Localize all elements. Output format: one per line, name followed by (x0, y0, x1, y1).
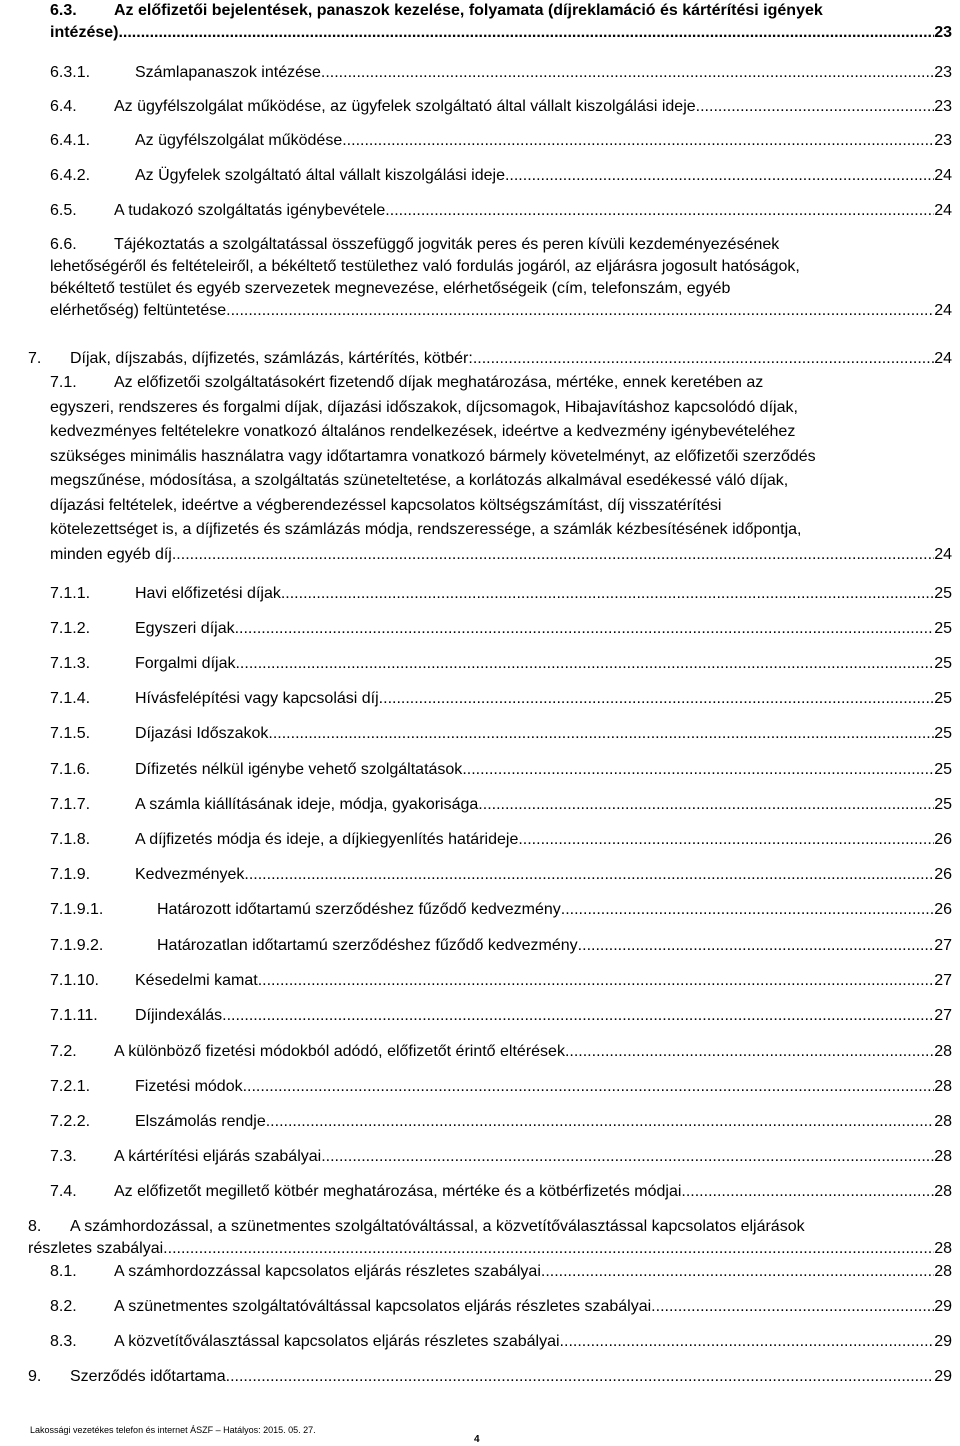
toc-entry-number: 7.1.9.1. (50, 901, 104, 918)
dot-leader (505, 165, 934, 187)
toc-entry-title: Az Ügyfelek szolgáltató által vállalt kiszolgálási ideje (135, 167, 505, 184)
toc-entry-title: Hívásfelépítési vagy kapcsolási díj (135, 690, 379, 707)
dot-leader (651, 1296, 934, 1318)
toc-entry-page: 29 (934, 1333, 952, 1350)
toc-entry-page: 28 (934, 1043, 952, 1060)
toc-entry-title: A számhordozással, a szünetmentes szolgáltatóváltással, a közvetítőválasztással kapcsolatos eljárások (70, 1218, 805, 1235)
toc-entry-page: 23 (934, 24, 952, 41)
toc-entry-title: A kártérítési eljárás szabályai (114, 1148, 322, 1165)
toc-entry-page: 28 (934, 1148, 952, 1165)
dot-leader (561, 899, 934, 921)
toc-entry-page: 24 (934, 302, 952, 319)
toc-entry-title: Elszámolás rendje (135, 1113, 266, 1130)
toc-entry-number: 6.3.1. (50, 64, 91, 81)
toc-entry-number: 7.2.2. (50, 1113, 91, 1130)
toc-entry-number: 8.2. (50, 1298, 77, 1315)
dot-leader (565, 1041, 934, 1063)
toc-entry-number: 7.1.10. (50, 972, 99, 989)
toc-entry-title: A tudakozó szolgáltatás igénybevétele (114, 202, 386, 219)
toc-entry-title: díjazási feltételek, ideértve a végberendezéssel kapcsolatos költségszámítást, díj visszatérítési (50, 496, 722, 514)
toc-entry-title: minden egyéb díj (50, 545, 172, 563)
dot-leader (321, 62, 934, 84)
toc-entry-number: 7.1.3. (50, 655, 91, 672)
toc-entry-page: 23 (934, 64, 952, 81)
toc-entry-number: 7.1.2. (50, 620, 91, 637)
dot-leader (226, 300, 934, 322)
footer-page-number: 4 (474, 1434, 480, 1445)
toc-entry-title: Az ügyfélszolgálat működése (135, 132, 343, 149)
toc-entry-page: 25 (934, 761, 952, 778)
toc-entry-page: 25 (934, 620, 952, 637)
toc-entry-number: 6.3. (50, 2, 77, 19)
dot-leader (462, 759, 934, 781)
toc-entry-number: 7.3. (50, 1148, 77, 1165)
toc-entry-number: 7.2. (50, 1043, 77, 1060)
toc-entry-number: 8. (28, 1218, 42, 1235)
toc-entry-number: 7.1.7. (50, 796, 91, 813)
toc-entry-number: 7.1.8. (50, 831, 91, 848)
dot-leader (243, 1076, 935, 1098)
toc-entry-title: Forgalmi díjak (135, 655, 236, 672)
toc-entry-page: 23 (934, 98, 952, 115)
dot-leader (258, 970, 934, 992)
toc-entry-title: kedvezményes feltételekre vonatkozó általános rendelkezések, ideértve a kedvezmény igénybevételéhez (50, 423, 796, 440)
dot-leader (244, 864, 934, 886)
toc-entry-page: 27 (934, 972, 952, 989)
toc-entry-title: A díjfizetés módja és ideje, a díjkiegyenlítés határideje (135, 831, 519, 848)
toc-entry-number: 6.6. (50, 236, 77, 253)
toc-entry-page: 25 (934, 585, 952, 602)
toc-entry-title: Az előfizetői bejelentések, panaszok kezelése, folyamata (díjreklamáció és kártérítési igények (114, 2, 823, 19)
toc-entry-title: Díjindexálás (135, 1007, 223, 1024)
toc-entry-page: 28 (934, 1183, 952, 1200)
dot-leader (226, 1366, 935, 1388)
toc-entry-title: Az ügyfélszolgálat működése, az ügyfelek szolgáltató által vállalt kiszolgálási ideje (114, 98, 696, 115)
dot-leader (681, 1181, 934, 1203)
dot-leader (379, 688, 935, 710)
toc-entry-page: 28 (934, 1240, 952, 1257)
toc-entry-title: Kedvezmények (135, 866, 245, 883)
toc-entry-title: elérhetőség) feltüntetése (50, 302, 227, 319)
toc-entry-number: 7.1.9. (50, 866, 91, 883)
toc-entry-number: 7.1.4. (50, 690, 91, 707)
toc-entry-title: Határozott időtartamú szerződéshez fűződő kedvezmény (157, 901, 561, 918)
dot-leader (235, 618, 935, 640)
toc-entry-number: 7.1. (50, 374, 77, 391)
toc-entry-page: 25 (934, 725, 952, 742)
toc-entry-title: Díjak, díjszabás, díjfizetés, számlázás, kártérítés, kötbér: (70, 350, 473, 367)
toc-entry-title: részletes szabályai (28, 1240, 164, 1257)
toc-entry-title: Az előfizetői szolgáltatásokért fizetendő díjak meghatározása, mértéke, ennek keretében az (114, 374, 764, 391)
toc-entry-number: 6.4.2. (50, 167, 91, 184)
toc-entry-title: Szerződés időtartama (70, 1368, 226, 1385)
dot-leader (235, 653, 934, 675)
toc-entry-title: Számlapanaszok intézése (135, 64, 321, 81)
dot-leader (266, 1111, 934, 1133)
toc-entry-title: megszűnése, módosítása, a szolgáltatás szüneteltetése, a korlátozás alkalmával esedékessé váló díjak, (50, 472, 789, 489)
dot-leader (385, 200, 934, 222)
toc-entry-number: 9. (28, 1368, 42, 1385)
toc-entry-title: Határozatlan időtartamú szerződéshez fűződő kedvezmény (157, 937, 578, 954)
toc-entry-page: 26 (934, 866, 952, 883)
toc-entry-number: 8.3. (50, 1333, 77, 1350)
toc-entry-page: 24 (934, 202, 952, 219)
toc-entry-number: 7.1.9.2. (50, 937, 104, 954)
toc-entry-page: 23 (934, 132, 952, 149)
toc-entry-page: 28 (934, 1263, 952, 1280)
toc-entry-page: 25 (934, 690, 952, 707)
toc-entry-page: 29 (934, 1298, 952, 1315)
toc-entry-title: Késedelmi kamat (135, 972, 258, 989)
toc-entry-page: 26 (934, 831, 952, 848)
toc-entry-page: 25 (934, 655, 952, 672)
dot-leader (342, 130, 934, 152)
toc-entry-title: A számhordozzással kapcsolatos eljárás részletes szabályai (114, 1263, 541, 1280)
toc-entry-title: Az előfizetőt megillető kötbér meghatározása, mértéke és a kötbérfizetés módjai (114, 1183, 682, 1200)
toc-entry-title: lehetőségéről és feltételeiről, a békéltető testülethez való fordulás jogáról, az eljárásra jogosult hatóságok, (50, 258, 800, 275)
toc-entry-title: A különböző fizetési módokból adódó, előfizetőt érintő eltérések (114, 1043, 565, 1060)
dot-leader (163, 1238, 934, 1260)
dot-leader (281, 583, 934, 605)
toc-entry-title: Tájékoztatás a szolgáltatással összefüggő jogviták peres és peren kívüli kezdeményezésének (114, 236, 780, 253)
toc-entry-number: 7.1.1. (50, 585, 91, 602)
toc-entry-page: 27 (934, 937, 952, 954)
dot-leader (268, 723, 934, 745)
toc-entry-number: 7.1.11. (50, 1007, 98, 1024)
toc-entry-page: 27 (934, 1007, 952, 1024)
toc-entry-number: 6.5. (50, 202, 77, 219)
toc-entry-title: A közvetítőválasztással kapcsolatos eljárás részletes szabályai (114, 1333, 560, 1350)
toc-entry-title: békéltető testület és egyéb szervezetek megnevezése, elérhetőségeik (cím, telefonszám, egyéb (50, 280, 731, 297)
toc-entry-title: Díjazási Időszakok (135, 725, 269, 742)
toc-entry-page: 24 (934, 167, 952, 184)
toc-entry-number: 6.4. (50, 98, 77, 115)
toc-entry-number: 7.2.1. (50, 1078, 91, 1095)
toc-entry-number: 7.1.6. (50, 761, 91, 778)
footer-document-title: Lakossági vezetékes telefon és internet ÁSZF – Hatályos: 2015. 05. 27. (30, 1425, 316, 1435)
toc-entry-number: 7.4. (50, 1183, 77, 1200)
toc-entry-title: szükséges minimális használatra vagy időtartamra vonatkozó bármely követelményt, az előfizetői szerződés (50, 447, 816, 465)
dot-leader (541, 1261, 934, 1283)
toc-entry-page: 26 (934, 901, 952, 918)
dot-leader (478, 794, 934, 816)
toc-entry-page: 28 (934, 1113, 952, 1130)
toc-entry-title: Dífizetés nélkül igénybe vehető szolgáltatások (135, 761, 463, 778)
toc-entry-number: 8.1. (50, 1263, 77, 1280)
dot-leader (696, 96, 935, 118)
toc-entry-number: 7.1.5. (50, 725, 91, 742)
toc-entry-page: 24 (934, 350, 952, 367)
dot-leader (321, 1146, 934, 1168)
toc-entry-page: 28 (934, 1078, 952, 1095)
dot-leader (518, 829, 934, 851)
toc-entry-title: Havi előfizetési díjak (135, 585, 281, 602)
toc-entry-number: 6.4.1. (50, 132, 91, 149)
toc-entry-page: 29 (934, 1368, 952, 1385)
toc-entry-number: 7. (28, 350, 42, 367)
toc-entry-title: Fizetési módok (135, 1078, 243, 1095)
toc-entry-title: A szünetmentes szolgáltatóváltással kapcsolatos eljárás részletes szabályai (114, 1298, 652, 1315)
toc-entry-title: kötelezettséget is, a díjfizetés és számlázás módja, rendszeressége, a számlák kézbesítésének időpontja, (50, 521, 802, 538)
dot-leader (222, 1005, 934, 1027)
dot-leader (118, 22, 934, 44)
toc-entry-title: Egyszeri díjak (135, 620, 235, 637)
toc-entry-title: A számla kiállításának ideje, módja, gyakorisága (135, 796, 479, 813)
dot-leader (473, 348, 934, 370)
toc-entry-page: 24 (934, 545, 952, 563)
dot-leader (578, 935, 935, 957)
toc-entry-title: egyszeri, rendszeres és forgalmi díjak, díjazási időszakok, díjcsomagok, Hibajavításhoz kapcsolódó díjak, (50, 398, 798, 416)
dot-leader (560, 1331, 935, 1353)
toc-entry-page: 25 (934, 796, 952, 813)
toc-entry-title: intézése) (50, 24, 119, 41)
dot-leader (172, 544, 934, 566)
